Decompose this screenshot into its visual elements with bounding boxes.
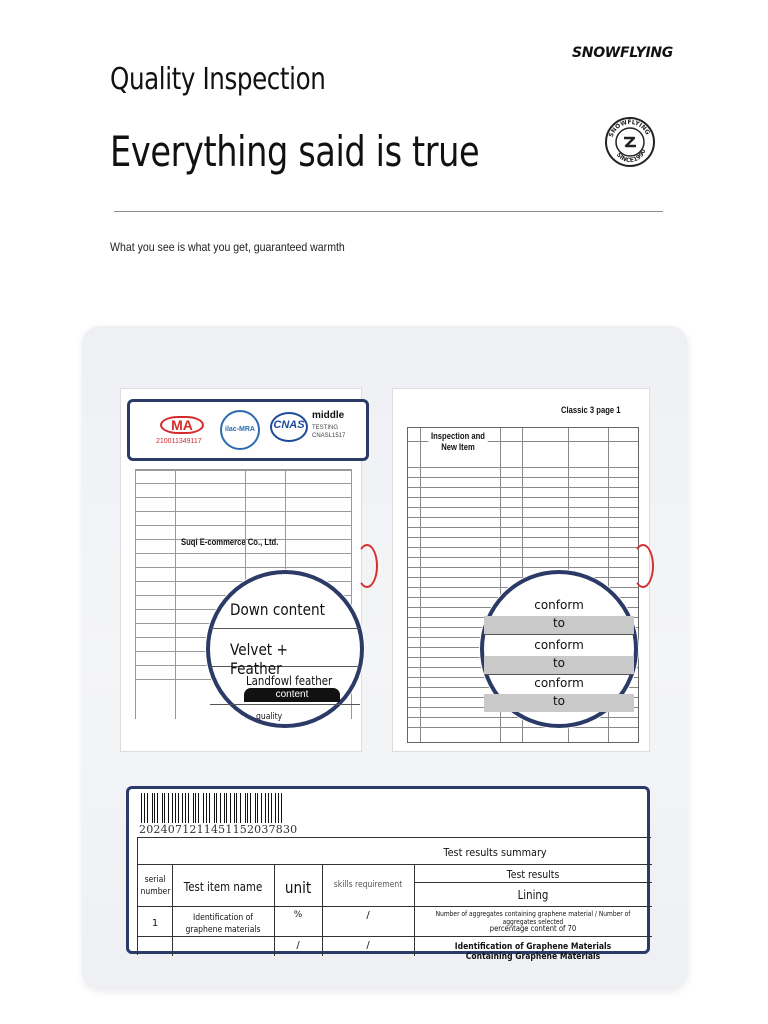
svg-text:SNOWFLYING: SNOWFLYING	[607, 118, 652, 139]
magnifier-conform	[480, 570, 638, 728]
page-label: Classic 3 page 1	[561, 405, 621, 415]
summary-report	[126, 786, 650, 962]
ma-number: 210011349117	[156, 438, 202, 445]
inspection-header: Inspection and New Item	[428, 431, 488, 453]
col-unit: unit	[284, 878, 312, 897]
header-divider	[114, 211, 663, 212]
col-test-results: Test results	[506, 868, 560, 881]
barcode-bar	[255, 793, 256, 823]
barcode-bar	[157, 793, 158, 823]
red-stamp-left	[356, 544, 378, 588]
conform-label-1: conform	[534, 598, 584, 612]
brand-seal-icon	[604, 116, 656, 168]
page-title: Everything said is true	[110, 127, 480, 176]
to-label-3: to	[552, 694, 566, 708]
magnifier-down-content	[206, 570, 364, 728]
page-subtitle: Quality Inspection	[110, 62, 326, 97]
barcode-bar	[168, 793, 169, 823]
barcode-bar	[147, 793, 148, 823]
barcode-bar	[182, 793, 183, 823]
brand-logo-text: SNOWFLYING	[572, 45, 674, 61]
landfowl-feather-label: Landfowl feather	[246, 674, 333, 688]
quality-label: quality	[256, 712, 283, 722]
row-item-name: Identification of graphene materials	[185, 913, 261, 935]
row2-requirement: /	[366, 940, 370, 951]
to-label-2: to	[552, 656, 566, 670]
middle-sub	[312, 424, 345, 440]
barcode-bar	[265, 793, 266, 823]
row-requirement: /	[366, 910, 370, 921]
down-content-label: Down content	[230, 600, 325, 619]
col-test-item-name: Test item name	[183, 880, 263, 894]
ma-logo: MA	[160, 416, 204, 434]
barcode-bar	[188, 793, 189, 823]
svg-text:SINCE1990: SINCE1990	[614, 148, 648, 165]
col-skills-requirement: skills requirement	[333, 880, 403, 890]
to-label-1: to	[552, 616, 566, 630]
barcode-bar	[206, 793, 207, 823]
barcode-bar	[257, 793, 258, 823]
row-unit: %	[293, 910, 303, 920]
barcode-bar	[164, 793, 165, 823]
content-pill-text: content	[275, 689, 309, 700]
barcode-icon	[141, 793, 285, 823]
row2-unit: /	[296, 940, 300, 951]
conform-label-3: conform	[534, 676, 584, 690]
barcode-bar	[234, 793, 235, 823]
row2-result: Identification of Graphene Materials Containing Graphene Materials	[454, 942, 612, 962]
certification-logos	[127, 399, 369, 461]
col-lining: Lining	[517, 888, 549, 902]
barcode-bar	[247, 793, 248, 823]
content-pill	[244, 688, 340, 702]
barcode-bar	[209, 793, 210, 823]
barcode-number: 2024071211451152037830	[139, 823, 298, 836]
barcode-bar	[198, 793, 199, 823]
conform-label-2: conform	[534, 638, 584, 652]
row-serial: 1	[151, 918, 159, 929]
middle-label: middle	[312, 410, 345, 421]
tagline: What you see is what you get, guaranteed warmth	[110, 240, 345, 254]
red-stamp-right	[632, 544, 654, 588]
summary-title: Test results summary	[443, 846, 547, 859]
col-serial-number: serial number	[140, 875, 171, 897]
barcode-bar	[275, 793, 276, 823]
summary-table	[137, 837, 651, 962]
row-result-percentage: percentage content of 70	[489, 924, 577, 933]
row-result: Number of aggregates containing graphene material / Number of aggregates selected	[435, 910, 631, 926]
middle-sub-text: TESTING	[312, 425, 339, 431]
cnas-number: CNASL1517	[312, 433, 346, 439]
inspection-card	[82, 326, 688, 990]
barcode-bar	[141, 793, 142, 823]
barcode-bar	[281, 793, 282, 823]
cnas-logo: CNAS	[273, 419, 305, 431]
velvet-feather-label: Velvet + Feather	[230, 640, 288, 678]
barcode-bar	[216, 793, 217, 823]
barcode-bar	[178, 793, 179, 823]
barcode-bar	[226, 793, 227, 823]
ilac-mra-logo: ilac-MRA	[220, 410, 260, 450]
barcode-bar	[236, 793, 237, 823]
company-name: Suqi E-commerce Co., Ltd.	[181, 537, 279, 547]
